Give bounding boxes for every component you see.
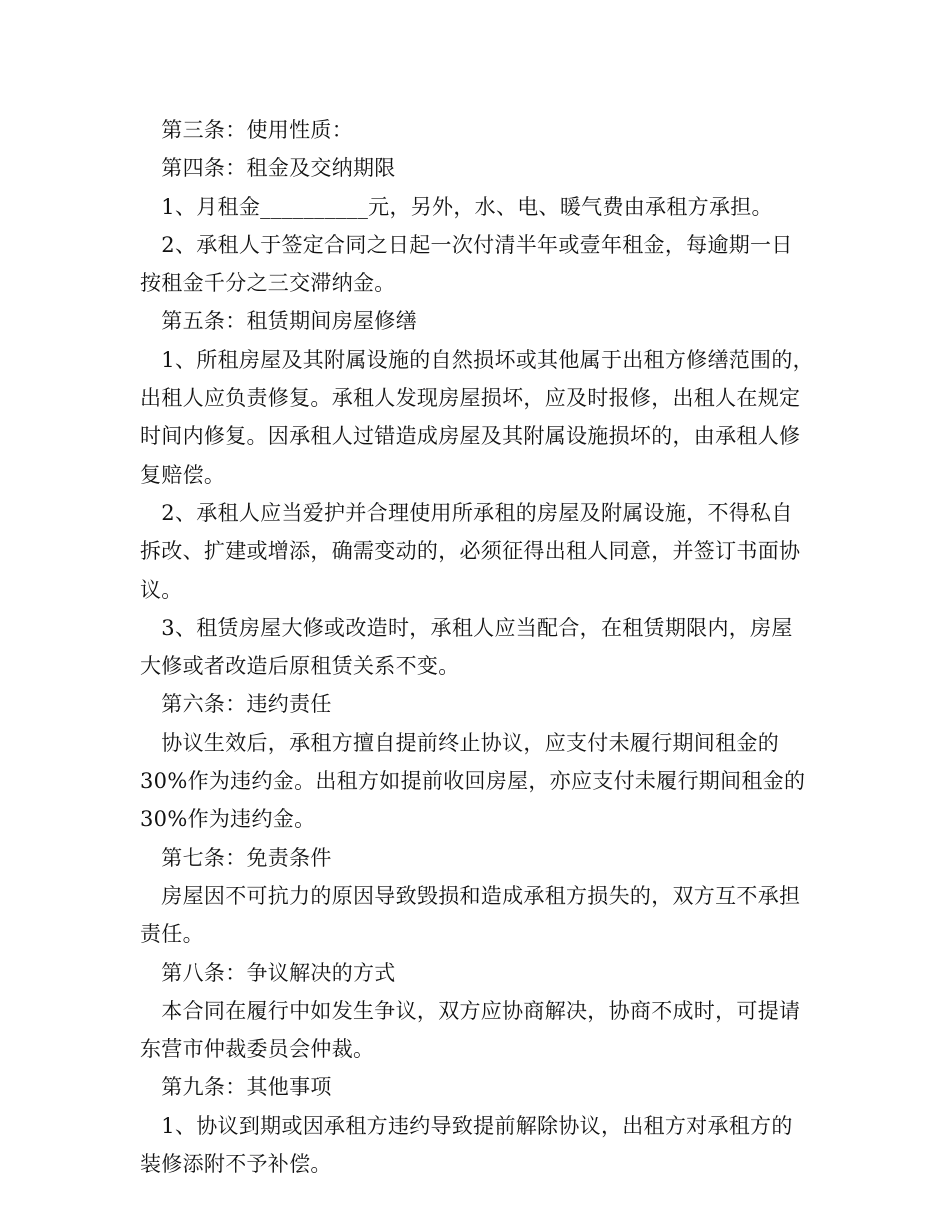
text-line: 装修添附不予补偿。: [140, 1152, 332, 1177]
text-line: 第九条：其他事项: [140, 1075, 332, 1100]
text-line: 第三条：使用性质：: [140, 118, 353, 142]
text-line: 出租人应负责修复。承租人发现房屋损坏，应及时报修，出租人在规定: [140, 386, 801, 411]
text-line: 第四条：租金及交纳期限: [140, 156, 396, 181]
text-line: 第八条：争议解决的方式: [140, 960, 396, 985]
text-line: 房屋因不可抗力的原因导致毁损和造成承租方损失的，双方互不承担: [140, 883, 801, 908]
text-line: 按租金千分之三交滞纳金。: [140, 271, 396, 296]
text-line: 1、月租金__________元，另外，水、电、暖气费由承租方承担。: [140, 194, 773, 219]
text-line: 2、承租人于签定合同之日起一次付清半年或壹年租金，每逾期一日: [140, 232, 793, 257]
text-line: 本合同在履行中如发生争议，双方应协商解决，协商不成时，可提请: [140, 998, 801, 1023]
text-line: 3、租赁房屋大修或改造时，承租人应当配合，在租赁期限内，房屋: [140, 615, 793, 640]
text-line: 拆改、扩建或增添，确需变动的，必须征得出租人同意，并签订书面协: [140, 539, 801, 564]
text-line: 责任。: [140, 922, 204, 947]
text-line: 30%作为违约金。: [140, 807, 316, 832]
text-line: 协议生效后，承租方擅自提前终止协议，应支付未履行期间租金的: [140, 730, 779, 755]
text-line: 第五条：租赁期间房屋修缮: [140, 309, 417, 334]
text-line: 30%作为违约金。出租方如提前收回房屋，亦应支付未履行期间租金的: [140, 769, 806, 794]
text-line: 时间内修复。因承租人过错造成房屋及其附属设施损坏的，由承租人修: [140, 424, 801, 449]
text-line: 2、承租人应当爱护并合理使用所承租的房屋及附属设施，不得私自: [140, 500, 793, 525]
text-line: 议。: [140, 577, 183, 602]
document-page: [140, 111, 820, 1183]
text-line: 1、所租房屋及其附属设施的自然损坏或其他属于出租方修缮范围的，: [140, 347, 814, 372]
text-line: 第六条：违约责任: [140, 692, 332, 717]
text-line: 复赔偿。: [140, 462, 226, 487]
text-line: 第七条：免责条件: [140, 845, 332, 870]
text-line: 大修或者改造后原租赁关系不变。: [140, 654, 460, 679]
text-line: 东营市仲裁委员会仲裁。: [140, 1037, 375, 1062]
text-line: 1、协议到期或因承租方违约导致提前解除协议，出租方对承租方的: [140, 1113, 793, 1138]
